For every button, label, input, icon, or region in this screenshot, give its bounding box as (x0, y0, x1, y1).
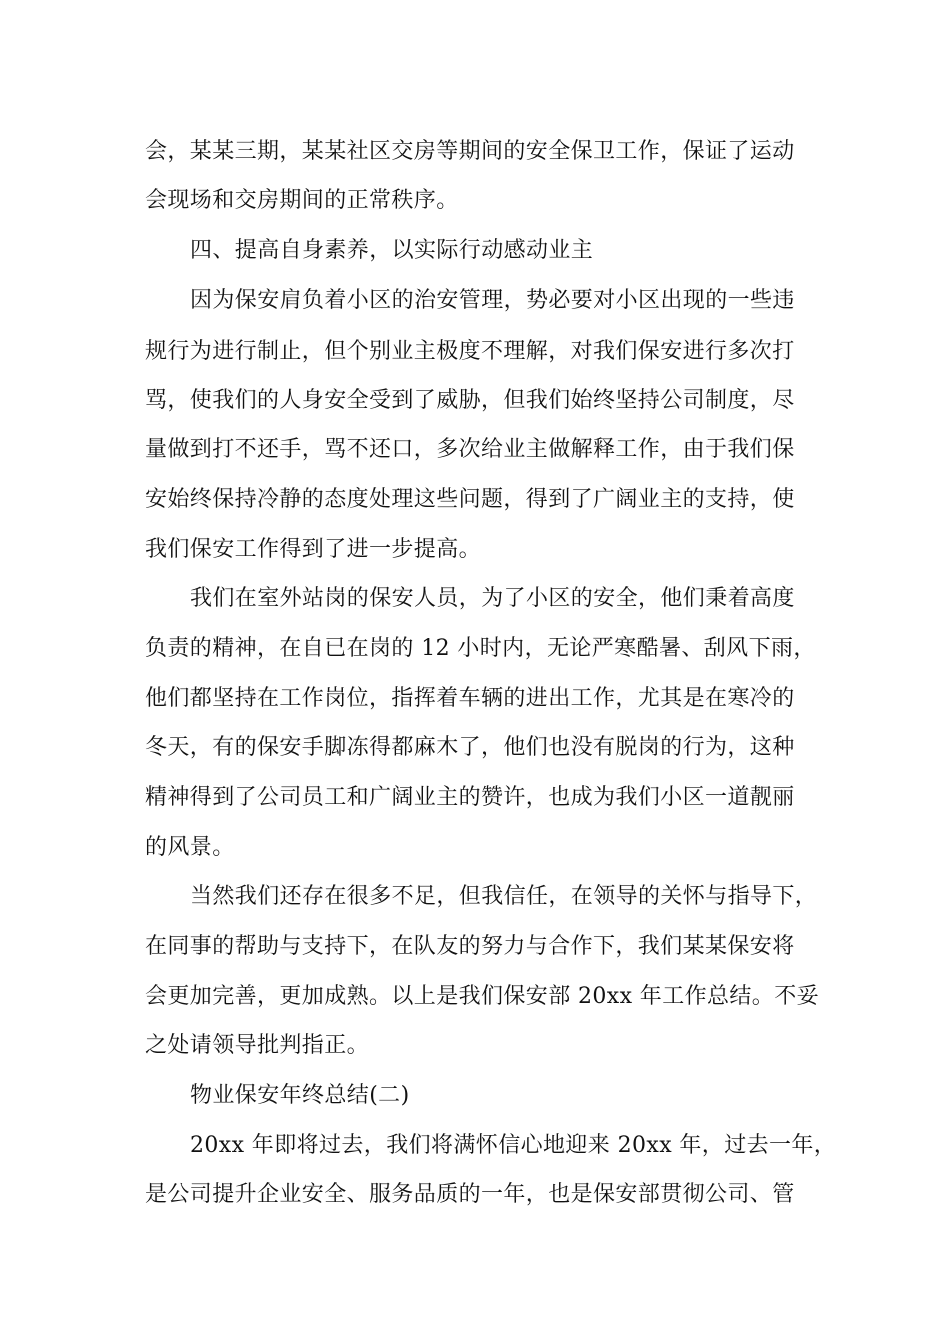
text-line: 是公司提升企业安全、服务品质的一年，也是保安部贯彻公司、管 (145, 1182, 795, 1207)
text-line: 他们都坚持在工作岗位，指挥着车辆的进出工作，尤其是在寒冷的 (145, 686, 795, 711)
text-line: 会，某某三期，某某社区交房等期间的安全保卫工作，保证了运动 (145, 139, 795, 164)
text-line: 规行为进行制止，但个别业主极度不理解，对我们保安进行多次打 (145, 339, 795, 364)
text-line: 量做到打不还手，骂不还口，多次给业主做解释工作，由于我们保 (145, 437, 795, 462)
text-line: 我们保安工作得到了进一步提高。 (145, 537, 482, 562)
section-heading: 四、提高自身素养，以实际行动感动业主 (190, 238, 594, 263)
text-line: 在同事的帮助与支持下，在队友的努力与合作下，我们某某保安将 (145, 934, 795, 959)
text-line: 会更加完善，更加成熟。以上是我们保安部 20xx 年工作总结。不妥 (145, 984, 819, 1009)
text-line: 会现场和交房期间的正常秩序。 (145, 188, 459, 213)
text-line: 冬天，有的保安手脚冻得都麻木了，他们也没有脱岗的行为，这种 (145, 735, 795, 760)
section-heading: 物业保安年终总结(二) (190, 1083, 410, 1108)
text-line: 的风景。 (145, 835, 235, 860)
text-line: 负责的精神，在自已在岗的 12 小时内，无论严寒酷暑、刮风下雨， (145, 636, 816, 661)
text-line: 之处请领导批判指正。 (145, 1033, 370, 1058)
text-line: 我们在室外站岗的保安人员，为了小区的安全，他们秉着高度 (190, 586, 795, 611)
text-line: 骂，使我们的人身安全受到了威胁，但我们始终坚持公司制度，尽 (145, 388, 795, 413)
text-line: 精神得到了公司员工和广阔业主的赞许，也成为我们小区一道靓丽 (145, 785, 795, 810)
text-line: 当然我们还存在很多不足，但我信任，在领导的关怀与指导下， (190, 884, 818, 909)
text-line: 20xx 年即将过去，我们将满怀信心地迎来 20xx 年，过去一年， (190, 1133, 837, 1158)
text-line: 因为保安肩负着小区的治安管理，势必要对小区出现的一些违 (190, 288, 795, 313)
text-line: 安始终保持冷静的态度处理这些问题，得到了广阔业主的支持，使 (145, 487, 795, 512)
